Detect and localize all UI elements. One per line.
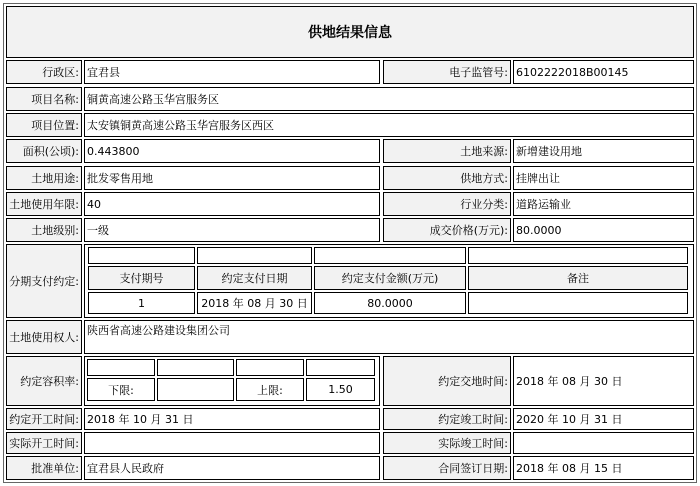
industry-value: 道路运输业 xyxy=(513,192,694,216)
plot-ratio-spacer xyxy=(236,359,304,376)
installment-cell-remark xyxy=(468,292,688,314)
delivery-time-label: 约定交地时间: xyxy=(383,356,511,406)
installment-label: 分期支付约定: xyxy=(6,244,82,318)
approval-unit-label: 批准单位: xyxy=(6,456,82,480)
land-source-label: 土地来源: xyxy=(383,139,511,163)
installment-table xyxy=(84,244,694,318)
price-value: 80.0000 xyxy=(513,218,694,242)
plot-ratio-box xyxy=(84,356,380,406)
approval-unit-value: 宜君县人民政府 xyxy=(84,456,380,480)
actual-start-label: 实际开工时间: xyxy=(6,432,82,454)
plot-ratio-label: 约定容积率: xyxy=(6,356,82,406)
installment-spacer xyxy=(88,247,195,264)
plot-ratio-spacer xyxy=(87,359,155,376)
land-source-value: 新增建设用地 xyxy=(513,139,694,163)
installment-spacer xyxy=(314,247,466,264)
page-title: 供地结果信息 xyxy=(6,6,694,58)
district-value: 宜君县 xyxy=(84,60,380,84)
e-regulatory-no-label: 电子监管号: xyxy=(383,60,511,84)
project-name-label: 项目名称: xyxy=(6,87,82,111)
land-grade-label: 土地级别: xyxy=(6,218,82,242)
plot-lower-value xyxy=(157,378,234,401)
installment-cell-amount: 80.0000 xyxy=(314,292,466,314)
project-location-label: 项目位置: xyxy=(6,113,82,137)
price-label: 成交价格(万元): xyxy=(383,218,511,242)
actual-start-value xyxy=(84,432,380,454)
industry-label: 行业分类: xyxy=(383,192,511,216)
supply-method-label: 供地方式: xyxy=(383,166,511,190)
actual-completion-value xyxy=(513,432,694,454)
installment-header-remark: 备注 xyxy=(468,266,688,290)
installment-header-period: 支付期号 xyxy=(88,266,195,290)
plot-lower-label: 下限: xyxy=(87,378,155,401)
plot-upper-value: 1.50 xyxy=(306,378,375,401)
project-name-value: 铜黄高速公路玉华宫服务区 xyxy=(84,87,694,111)
start-time-label: 约定开工时间: xyxy=(6,408,82,430)
land-use-label: 土地用途: xyxy=(6,166,82,190)
plot-ratio-spacer xyxy=(157,359,234,376)
installment-spacer xyxy=(197,247,312,264)
installment-spacer xyxy=(468,247,688,264)
installment-cell-date: 2018 年 08 月 30 日 xyxy=(197,292,312,314)
start-time-value: 2018 年 10 月 31 日 xyxy=(84,408,380,430)
district-label: 行政区: xyxy=(6,60,82,84)
contract-date-value: 2018 年 08 月 15 日 xyxy=(513,456,694,480)
project-location-value: 太安镇铜黄高速公路玉华宫服务区西区 xyxy=(84,113,694,137)
completion-time-label: 约定竣工时间: xyxy=(383,408,511,430)
land-grade-value: 一级 xyxy=(84,218,380,242)
use-term-value: 40 xyxy=(84,192,380,216)
use-term-label: 土地使用年限: xyxy=(6,192,82,216)
installment-cell-period: 1 xyxy=(88,292,195,314)
plot-upper-label: 上限: xyxy=(236,378,304,401)
area-label: 面积(公顷): xyxy=(6,139,82,163)
supply-method-value: 挂牌出让 xyxy=(513,166,694,190)
land-user-value: 陕西省高速公路建设集团公司 xyxy=(84,320,694,354)
land-user-label: 土地使用权人: xyxy=(6,320,82,354)
delivery-time-value: 2018 年 08 月 30 日 xyxy=(513,356,694,406)
contract-date-label: 合同签订日期: xyxy=(383,456,511,480)
plot-ratio-spacer xyxy=(306,359,375,376)
land-use-value: 批发零售用地 xyxy=(84,166,380,190)
e-regulatory-no-value: 6102222018B00145 xyxy=(513,60,694,84)
installment-header-amount: 约定支付金额(万元) xyxy=(314,266,466,290)
completion-time-value: 2020 年 10 月 31 日 xyxy=(513,408,694,430)
installment-header-date: 约定支付日期 xyxy=(197,266,312,290)
actual-completion-label: 实际竣工时间: xyxy=(383,432,511,454)
area-value: 0.443800 xyxy=(84,139,380,163)
